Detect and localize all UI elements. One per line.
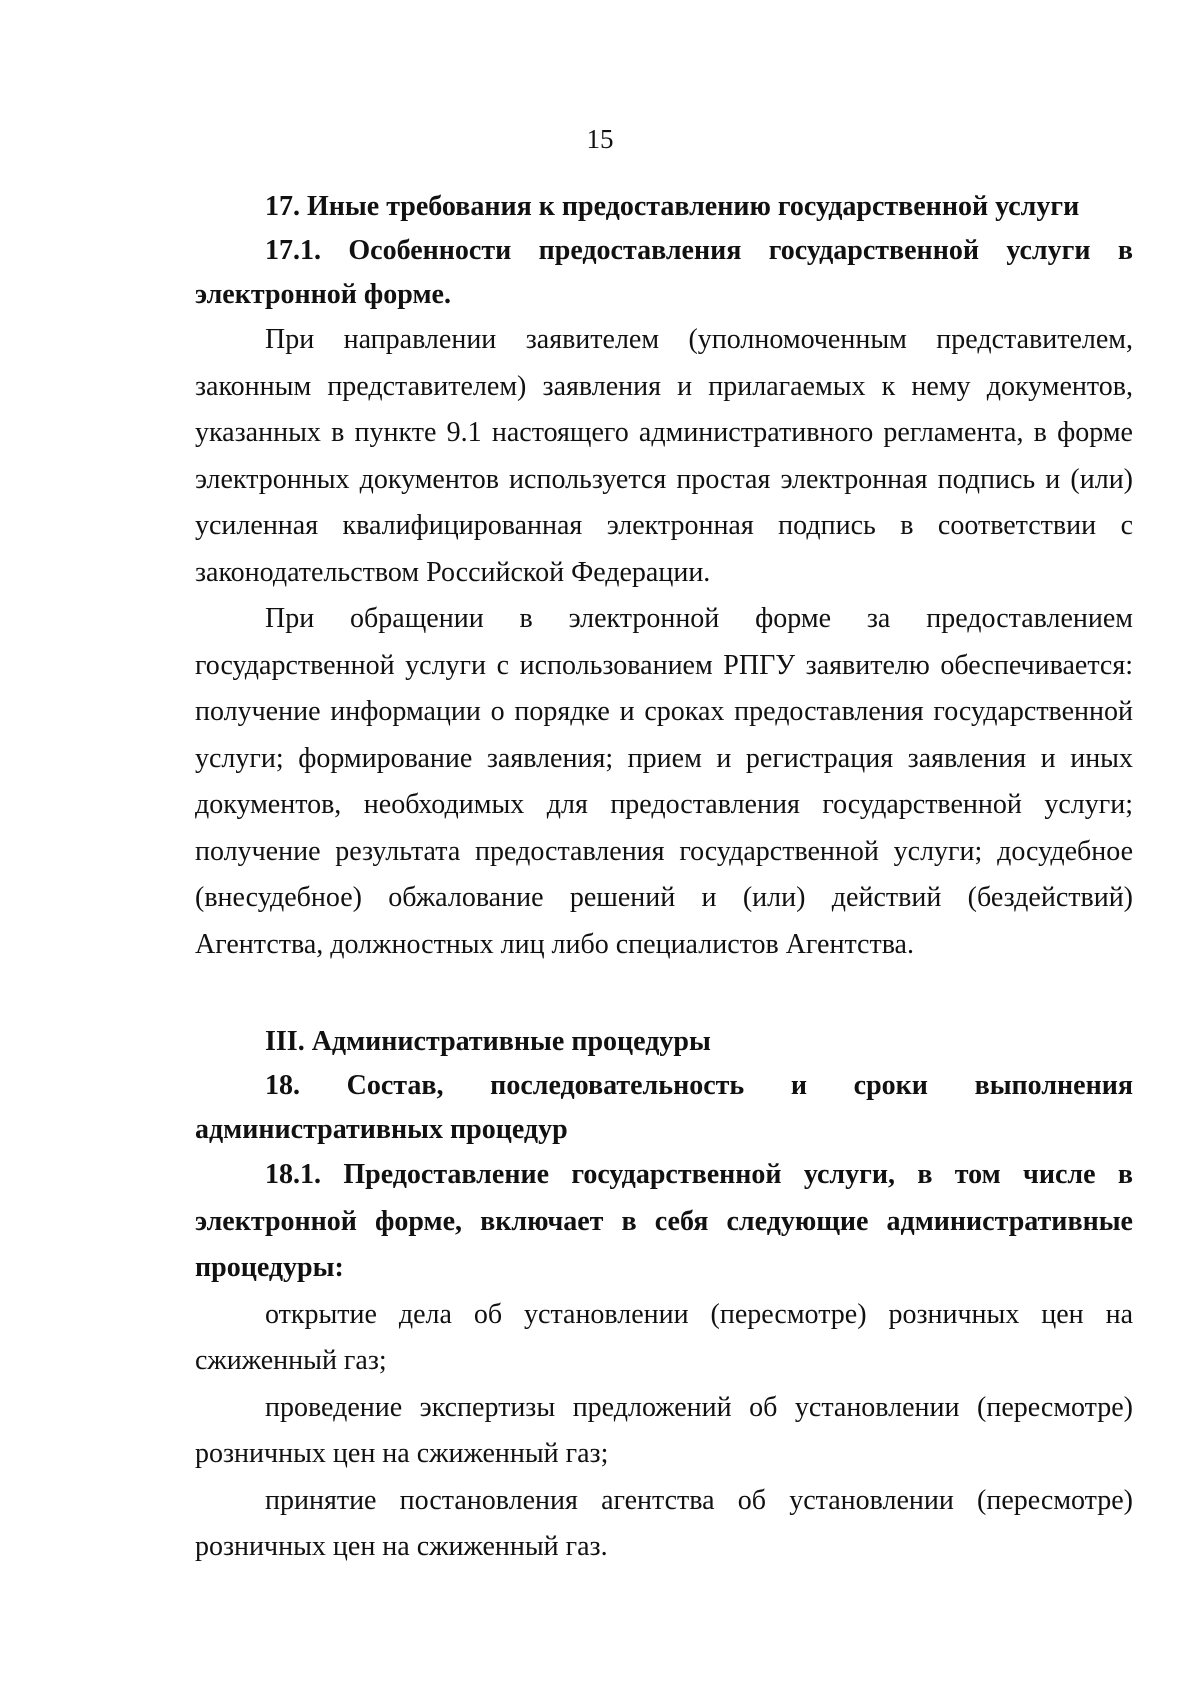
page-number: 15 [586, 124, 614, 154]
section-17-1-paragraph-2: При обращении в электронной форме за предоставлением государственной услуги с использованием РПГУ заявителю обеспечивается: получение информации о порядке и сроках предоставления государственной услуги; формирование заявления; прием и регистрация заявления и иных документов, необходимых для предоставления государственной услуги; получение результата предоставления государственной услуги; досудебное (внесудебное) обжалование решений и (или) действий (бездействий) Агентства, должностных лиц либо специалистов Агентства. [195, 603, 1133, 960]
section-17-heading: 17. Иные требования к предоставлению государственной услуги [265, 191, 1080, 222]
procedure-item: открытие дела об установлении (пересмотре) розничных цен на сжиженный газ; [195, 1298, 1133, 1376]
procedure-item: принятие постановления агентства об установлении (пересмотре) розничных цен на сжиженный газ. [195, 1484, 1133, 1562]
section-18-heading: 18. Состав, последовательность и сроки выполнения административных процедур [195, 1070, 1133, 1145]
section-17-1-paragraph-1: При направлении заявителем (уполномоченным представителем, законным представителем) заявления и прилагаемых к нему документов, указанных в пункте 9.1 настоящего административного регламента, в форме электронных документов используется простая электронная подпись и (или) усиленная квалифицированная электронная подпись в соответствии с законодательством Российской Федерации. [195, 324, 1133, 588]
page-content [195, 185, 1133, 1571]
procedure-item: проведение экспертизы предложений об установлении (пересмотре) розничных цен на сжиженный газ; [195, 1391, 1133, 1469]
section-17-1-heading: 17.1. Особенности предоставления государственной услуги в электронной форме. [195, 235, 1133, 310]
section-3-heading: III. Административные процедуры [265, 1026, 711, 1057]
section-18-1-heading: 18.1. Предоставление государственной услуги, в том числе в электронной форме, включает в себя следующие административные процедуры: [195, 1159, 1133, 1283]
